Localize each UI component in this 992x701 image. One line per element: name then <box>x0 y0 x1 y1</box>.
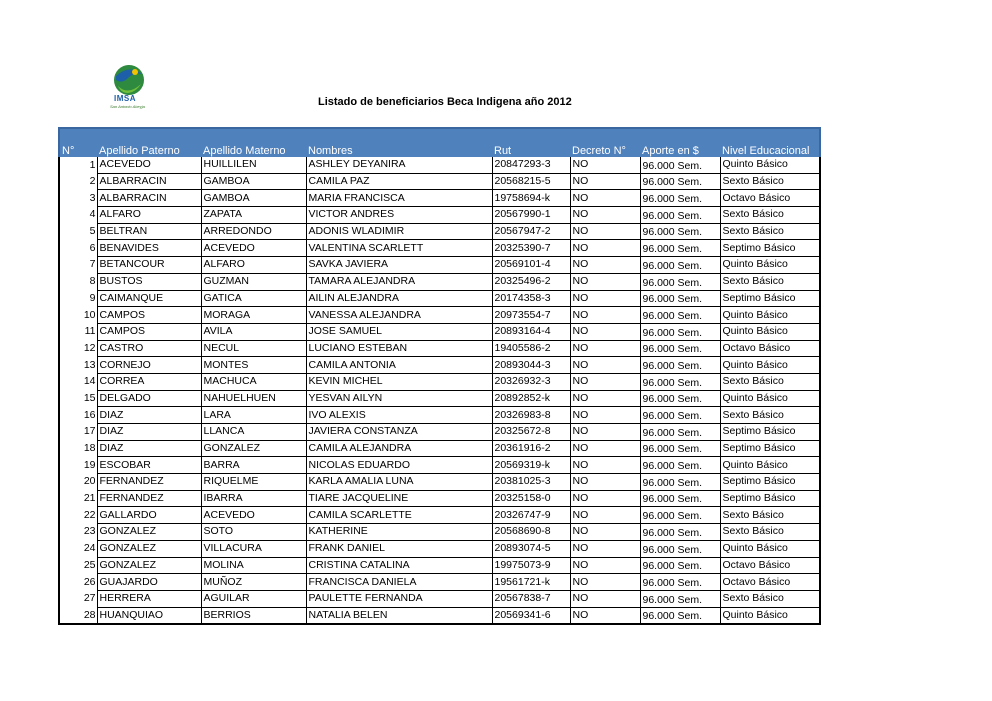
cell-aporte: 96.000 Sem. <box>640 557 720 574</box>
cell-nivel-educacional: Septimo Básico <box>720 424 820 441</box>
header-aporte: Aporte en $ <box>640 128 720 157</box>
cell-nivel-educacional: Septimo Básico <box>720 440 820 457</box>
cell-apellido-paterno: CAMPOS <box>97 323 201 340</box>
table-row <box>59 240 820 257</box>
cell-row-number: 22 <box>59 507 97 524</box>
cell-rut: 20174358-3 <box>492 290 570 307</box>
cell-apellido-materno: LARA <box>201 407 306 424</box>
cell-decreto: NO <box>570 157 640 173</box>
cell-nombres: VICTOR ANDRES <box>306 207 492 224</box>
cell-rut: 20381025-3 <box>492 474 570 491</box>
cell-aporte: 96.000 Sem. <box>640 357 720 374</box>
cell-rut: 20326983-8 <box>492 407 570 424</box>
cell-nombres: NICOLAS EDUARDO <box>306 457 492 474</box>
cell-row-number: 27 <box>59 590 97 607</box>
cell-decreto: NO <box>570 557 640 574</box>
cell-row-number: 15 <box>59 390 97 407</box>
cell-rut: 20892852-k <box>492 390 570 407</box>
header-rut: Rut <box>492 128 570 157</box>
cell-rut: 19561721-k <box>492 574 570 591</box>
cell-apellido-paterno: ALBARRACIN <box>97 173 201 190</box>
table-row <box>59 323 820 340</box>
cell-nombres: KATHERINE <box>306 524 492 541</box>
cell-aporte: 96.000 Sem. <box>640 440 720 457</box>
cell-decreto: NO <box>570 290 640 307</box>
cell-nombres: VANESSA ALEJANDRA <box>306 307 492 324</box>
cell-nombres: KARLA AMALIA LUNA <box>306 474 492 491</box>
cell-nombres: ASHLEY DEYANIRA <box>306 157 492 173</box>
cell-rut: 20567838-7 <box>492 590 570 607</box>
cell-row-number: 26 <box>59 574 97 591</box>
cell-nivel-educacional: Quinto Básico <box>720 607 820 624</box>
table-row <box>59 424 820 441</box>
table-row <box>59 474 820 491</box>
cell-row-number: 9 <box>59 290 97 307</box>
cell-apellido-paterno: CORNEJO <box>97 357 201 374</box>
cell-apellido-materno: AVILA <box>201 323 306 340</box>
cell-nombres: SAVKA JAVIERA <box>306 257 492 274</box>
cell-nivel-educacional: Quinto Básico <box>720 540 820 557</box>
cell-decreto: NO <box>570 474 640 491</box>
table-row <box>59 557 820 574</box>
cell-decreto: NO <box>570 590 640 607</box>
cell-rut: 20847293-3 <box>492 157 570 173</box>
cell-row-number: 21 <box>59 490 97 507</box>
cell-aporte: 96.000 Sem. <box>640 240 720 257</box>
cell-apellido-paterno: CAMPOS <box>97 307 201 324</box>
header-n: N° <box>59 128 97 157</box>
cell-nivel-educacional: Sexto Básico <box>720 173 820 190</box>
cell-row-number: 11 <box>59 323 97 340</box>
cell-decreto: NO <box>570 373 640 390</box>
cell-nombres: CAMILA ALEJANDRA <box>306 440 492 457</box>
table-row <box>59 507 820 524</box>
cell-aporte: 96.000 Sem. <box>640 173 720 190</box>
cell-apellido-materno: GAMBOA <box>201 190 306 207</box>
table-row <box>59 490 820 507</box>
table-row <box>59 407 820 424</box>
cell-decreto: NO <box>570 173 640 190</box>
table-row <box>59 223 820 240</box>
cell-nombres: VALENTINA SCARLETT <box>306 240 492 257</box>
cell-nivel-educacional: Quinto Básico <box>720 390 820 407</box>
cell-nombres: NATALIA BELEN <box>306 607 492 624</box>
cell-decreto: NO <box>570 407 640 424</box>
table-row <box>59 540 820 557</box>
cell-apellido-paterno: HUANQUIAO <box>97 607 201 624</box>
cell-nombres: YESVAN AILYN <box>306 390 492 407</box>
cell-nombres: LUCIANO ESTEBAN <box>306 340 492 357</box>
table-row <box>59 607 820 624</box>
cell-aporte: 96.000 Sem. <box>640 490 720 507</box>
table-row <box>59 457 820 474</box>
cell-row-number: 20 <box>59 474 97 491</box>
page-title: Listado de beneficiarios Beca Indigena año 2012 <box>318 96 572 108</box>
cell-nombres: CRISTINA CATALINA <box>306 557 492 574</box>
cell-apellido-paterno: GUAJARDO <box>97 574 201 591</box>
cell-rut: 20325390-7 <box>492 240 570 257</box>
cell-apellido-materno: BERRIOS <box>201 607 306 624</box>
cell-row-number: 18 <box>59 440 97 457</box>
cell-nombres: AILIN ALEJANDRA <box>306 290 492 307</box>
cell-decreto: NO <box>570 340 640 357</box>
cell-aporte: 96.000 Sem. <box>640 207 720 224</box>
table-row <box>59 390 820 407</box>
cell-apellido-paterno: DELGADO <box>97 390 201 407</box>
cell-nivel-educacional: Octavo Básico <box>720 574 820 591</box>
header-nivel: Nivel Educacional <box>720 128 820 157</box>
cell-aporte: 96.000 Sem. <box>640 507 720 524</box>
cell-decreto: NO <box>570 240 640 257</box>
cell-apellido-paterno: DIAZ <box>97 424 201 441</box>
cell-apellido-paterno: GONZALEZ <box>97 557 201 574</box>
cell-row-number: 17 <box>59 424 97 441</box>
cell-nombres: TIARE JACQUELINE <box>306 490 492 507</box>
cell-aporte: 96.000 Sem. <box>640 273 720 290</box>
table-row <box>59 190 820 207</box>
cell-aporte: 96.000 Sem. <box>640 474 720 491</box>
cell-aporte: 96.000 Sem. <box>640 323 720 340</box>
cell-decreto: NO <box>570 440 640 457</box>
cell-row-number: 8 <box>59 273 97 290</box>
cell-row-number: 3 <box>59 190 97 207</box>
cell-nivel-educacional: Sexto Básico <box>720 223 820 240</box>
cell-row-number: 14 <box>59 373 97 390</box>
cell-apellido-materno: MONTES <box>201 357 306 374</box>
table-row <box>59 257 820 274</box>
cell-row-number: 16 <box>59 407 97 424</box>
cell-row-number: 6 <box>59 240 97 257</box>
cell-apellido-paterno: GONZALEZ <box>97 540 201 557</box>
header-apellido-materno: Apellido Materno <box>201 128 306 157</box>
cell-apellido-paterno: ESCOBAR <box>97 457 201 474</box>
cell-apellido-paterno: GALLARDO <box>97 507 201 524</box>
cell-rut: 20326932-3 <box>492 373 570 390</box>
cell-nivel-educacional: Octavo Básico <box>720 190 820 207</box>
table-row <box>59 574 820 591</box>
cell-apellido-materno: GATICA <box>201 290 306 307</box>
cell-decreto: NO <box>570 540 640 557</box>
cell-aporte: 96.000 Sem. <box>640 190 720 207</box>
cell-apellido-materno: HUILLILEN <box>201 157 306 173</box>
header-nombres: Nombres <box>306 128 492 157</box>
cell-nivel-educacional: Quinto Básico <box>720 323 820 340</box>
table-row <box>59 290 820 307</box>
cell-nombres: KEVIN MICHEL <box>306 373 492 390</box>
cell-apellido-materno: ACEVEDO <box>201 240 306 257</box>
cell-decreto: NO <box>570 207 640 224</box>
cell-decreto: NO <box>570 424 640 441</box>
cell-nombres: TAMARA ALEJANDRA <box>306 273 492 290</box>
cell-apellido-paterno: CORREA <box>97 373 201 390</box>
table-row <box>59 590 820 607</box>
cell-aporte: 96.000 Sem. <box>640 340 720 357</box>
cell-decreto: NO <box>570 323 640 340</box>
cell-decreto: NO <box>570 574 640 591</box>
cell-decreto: NO <box>570 223 640 240</box>
cell-apellido-materno: GAMBOA <box>201 173 306 190</box>
cell-aporte: 96.000 Sem. <box>640 157 720 173</box>
cell-nombres: CAMILA SCARLETTE <box>306 507 492 524</box>
cell-nivel-educacional: Quinto Básico <box>720 157 820 173</box>
cell-row-number: 4 <box>59 207 97 224</box>
cell-row-number: 23 <box>59 524 97 541</box>
cell-apellido-materno: MACHUCA <box>201 373 306 390</box>
cell-aporte: 96.000 Sem. <box>640 307 720 324</box>
cell-decreto: NO <box>570 307 640 324</box>
cell-nombres: JAVIERA CONSTANZA <box>306 424 492 441</box>
table-header-row <box>59 128 820 157</box>
table-row <box>59 357 820 374</box>
cell-nombres: MARIA FRANCISCA <box>306 190 492 207</box>
header-decreto: Decreto N° <box>570 128 640 157</box>
cell-rut: 20325496-2 <box>492 273 570 290</box>
table-row <box>59 307 820 324</box>
table-row <box>59 340 820 357</box>
cell-apellido-materno: ALFARO <box>201 257 306 274</box>
cell-apellido-materno: ARREDONDO <box>201 223 306 240</box>
cell-apellido-paterno: BELTRAN <box>97 223 201 240</box>
cell-decreto: NO <box>570 457 640 474</box>
cell-decreto: NO <box>570 607 640 624</box>
cell-row-number: 28 <box>59 607 97 624</box>
cell-rut: 20893164-4 <box>492 323 570 340</box>
cell-decreto: NO <box>570 257 640 274</box>
cell-decreto: NO <box>570 357 640 374</box>
cell-apellido-paterno: FERNANDEZ <box>97 490 201 507</box>
cell-rut: 19758694-k <box>492 190 570 207</box>
table-row <box>59 373 820 390</box>
cell-rut: 20893074-5 <box>492 540 570 557</box>
table-row <box>59 440 820 457</box>
cell-nivel-educacional: Sexto Básico <box>720 407 820 424</box>
cell-aporte: 96.000 Sem. <box>640 457 720 474</box>
cell-nivel-educacional: Septimo Básico <box>720 290 820 307</box>
cell-aporte: 96.000 Sem. <box>640 574 720 591</box>
cell-apellido-materno: NAHUELHUEN <box>201 390 306 407</box>
cell-decreto: NO <box>570 190 640 207</box>
cell-nombres: ADONIS WLADIMIR <box>306 223 492 240</box>
cell-apellido-materno: IBARRA <box>201 490 306 507</box>
cell-row-number: 12 <box>59 340 97 357</box>
cell-nivel-educacional: Octavo Básico <box>720 557 820 574</box>
cell-apellido-materno: VILLACURA <box>201 540 306 557</box>
cell-rut: 19405586-2 <box>492 340 570 357</box>
cell-aporte: 96.000 Sem. <box>640 290 720 307</box>
cell-nivel-educacional: Octavo Básico <box>720 340 820 357</box>
cell-apellido-paterno: BUSTOS <box>97 273 201 290</box>
cell-apellido-paterno: DIAZ <box>97 407 201 424</box>
cell-nivel-educacional: Septimo Básico <box>720 490 820 507</box>
cell-rut: 20568690-8 <box>492 524 570 541</box>
cell-rut: 20569341-6 <box>492 607 570 624</box>
cell-nivel-educacional: Sexto Básico <box>720 524 820 541</box>
cell-apellido-materno: AGUILAR <box>201 590 306 607</box>
cell-apellido-paterno: GONZALEZ <box>97 524 201 541</box>
cell-apellido-materno: GONZALEZ <box>201 440 306 457</box>
cell-nombres: CAMILA ANTONIA <box>306 357 492 374</box>
cell-nivel-educacional: Septimo Básico <box>720 474 820 491</box>
cell-rut: 20325672-8 <box>492 424 570 441</box>
cell-nombres: FRANK DANIEL <box>306 540 492 557</box>
cell-aporte: 96.000 Sem. <box>640 373 720 390</box>
cell-nivel-educacional: Sexto Básico <box>720 507 820 524</box>
cell-row-number: 5 <box>59 223 97 240</box>
cell-nivel-educacional: Sexto Básico <box>720 590 820 607</box>
cell-apellido-paterno: ALBARRACIN <box>97 190 201 207</box>
cell-apellido-paterno: HERRERA <box>97 590 201 607</box>
cell-row-number: 19 <box>59 457 97 474</box>
cell-apellido-materno: MORAGA <box>201 307 306 324</box>
cell-nivel-educacional: Quinto Básico <box>720 257 820 274</box>
cell-rut: 20326747-9 <box>492 507 570 524</box>
cell-apellido-paterno: BETANCOUR <box>97 257 201 274</box>
table-row <box>59 273 820 290</box>
cell-aporte: 96.000 Sem. <box>640 223 720 240</box>
cell-nivel-educacional: Quinto Básico <box>720 307 820 324</box>
cell-rut: 20567990-1 <box>492 207 570 224</box>
cell-apellido-materno: GUZMAN <box>201 273 306 290</box>
cell-nivel-educacional: Quinto Básico <box>720 357 820 374</box>
cell-apellido-materno: SOTO <box>201 524 306 541</box>
cell-decreto: NO <box>570 390 640 407</box>
cell-apellido-paterno: FERNANDEZ <box>97 474 201 491</box>
cell-nivel-educacional: Sexto Básico <box>720 207 820 224</box>
cell-aporte: 96.000 Sem. <box>640 390 720 407</box>
cell-nombres: JOSE SAMUEL <box>306 323 492 340</box>
cell-decreto: NO <box>570 490 640 507</box>
cell-aporte: 96.000 Sem. <box>640 524 720 541</box>
cell-apellido-materno: MUÑOZ <box>201 574 306 591</box>
cell-nombres: IVO ALEXIS <box>306 407 492 424</box>
cell-rut: 20567947-2 <box>492 223 570 240</box>
cell-aporte: 96.000 Sem. <box>640 424 720 441</box>
cell-rut: 20973554-7 <box>492 307 570 324</box>
table-row <box>59 173 820 190</box>
cell-decreto: NO <box>570 273 640 290</box>
cell-aporte: 96.000 Sem. <box>640 407 720 424</box>
cell-row-number: 10 <box>59 307 97 324</box>
logo-text: IMSA <box>114 94 136 103</box>
cell-row-number: 2 <box>59 173 97 190</box>
cell-aporte: 96.000 Sem. <box>640 590 720 607</box>
cell-rut: 19975073-9 <box>492 557 570 574</box>
cell-apellido-paterno: ALFARO <box>97 207 201 224</box>
cell-nombres: FRANCISCA DANIELA <box>306 574 492 591</box>
cell-apellido-materno: BARRA <box>201 457 306 474</box>
cell-row-number: 24 <box>59 540 97 557</box>
cell-nivel-educacional: Sexto Básico <box>720 273 820 290</box>
cell-row-number: 13 <box>59 357 97 374</box>
cell-apellido-paterno: CASTRO <box>97 340 201 357</box>
cell-apellido-materno: RIQUELME <box>201 474 306 491</box>
cell-row-number: 25 <box>59 557 97 574</box>
cell-rut: 20568215-5 <box>492 173 570 190</box>
cell-decreto: NO <box>570 524 640 541</box>
cell-rut: 20569101-4 <box>492 257 570 274</box>
cell-nombres: PAULETTE FERNANDA <box>306 590 492 607</box>
cell-apellido-paterno: BENAVIDES <box>97 240 201 257</box>
table-row <box>59 207 820 224</box>
cell-apellido-paterno: DIAZ <box>97 440 201 457</box>
beneficiaries-table <box>58 127 821 625</box>
cell-aporte: 96.000 Sem. <box>640 540 720 557</box>
logo-subtitle: San Antonio Abeyja <box>110 104 145 109</box>
cell-apellido-materno: NECUL <box>201 340 306 357</box>
cell-nivel-educacional: Quinto Básico <box>720 457 820 474</box>
table-row <box>59 157 820 173</box>
cell-nivel-educacional: Sexto Básico <box>720 373 820 390</box>
cell-rut: 20893044-3 <box>492 357 570 374</box>
cell-nivel-educacional: Septimo Básico <box>720 240 820 257</box>
cell-apellido-materno: ACEVEDO <box>201 507 306 524</box>
cell-apellido-materno: ZAPATA <box>201 207 306 224</box>
cell-apellido-materno: MOLINA <box>201 557 306 574</box>
cell-row-number: 1 <box>59 157 97 173</box>
cell-apellido-materno: LLANCA <box>201 424 306 441</box>
cell-rut: 20569319-k <box>492 457 570 474</box>
cell-decreto: NO <box>570 507 640 524</box>
table-row <box>59 524 820 541</box>
cell-aporte: 96.000 Sem. <box>640 257 720 274</box>
cell-apellido-paterno: CAIMANQUE <box>97 290 201 307</box>
cell-apellido-paterno: ACEVEDO <box>97 157 201 173</box>
cell-row-number: 7 <box>59 257 97 274</box>
cell-aporte: 96.000 Sem. <box>640 607 720 624</box>
cell-rut: 20325158-0 <box>492 490 570 507</box>
cell-rut: 20361916-2 <box>492 440 570 457</box>
cell-nombres: CAMILA PAZ <box>306 173 492 190</box>
header-apellido-paterno: Apellido Paterno <box>97 128 201 157</box>
